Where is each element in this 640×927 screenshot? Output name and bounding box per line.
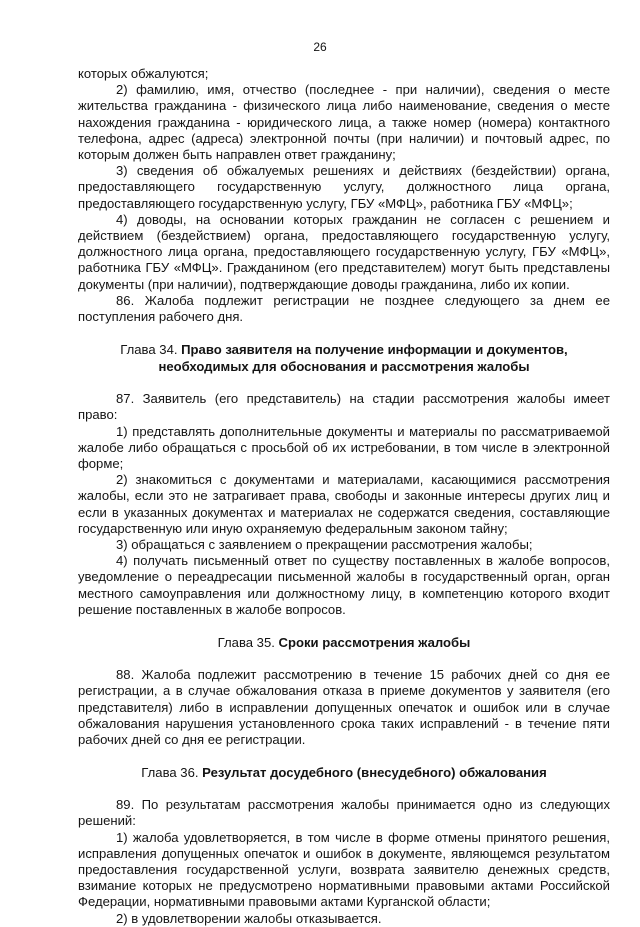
section-88 [78, 667, 610, 748]
page-number: 26 [313, 40, 327, 54]
paragraph: 4) доводы, на основании которых гражданин не согласен с решением и действием (бездействием) органа, предоставляющего государственную услугу, должностного лица органа, предоставляющего государственную услугу, ГБУ «МФЦ», работника ГБУ «МФЦ». Гражданином (его представителем) могут быть представлены документы (при наличии), подтверждающие доводы гражданина, либо их копии. [78, 211, 610, 292]
paragraph: 2) фамилию, имя, отчество (последнее - при наличии), сведения о месте жительства гражданина - физического лица либо наименование, сведения о месте нахождения гражданина - юридического лица, а также номер (номера) контактного телефона, адрес (адреса) электронной почты (при наличии) и почтовый адрес, по которым должен быть направлен ответ гражданину; [78, 82, 610, 163]
chapter-34-prefix: Глава 34. [120, 342, 182, 358]
section-85-continuation [78, 66, 610, 325]
chapter-36-prefix: Глава 36. [141, 765, 203, 781]
chapter-34-heading [78, 341, 610, 375]
paragraph: 89. По результатам рассмотрения жалобы принимается одно из следующих решений: [78, 797, 610, 829]
chapter-35-heading [78, 634, 610, 651]
paragraph: 1) жалоба удовлетворяется, в том числе в форме отмены принятого решения, исправления допущенных опечаток и ошибок в документе, являющемся результатом предоставления государственной услуги, возврата заявителю денежных средств, взимание которых не предусмотрено нормативными правовыми актами Российской Федерации, нормативными правовыми актами Курганской области; [78, 829, 610, 910]
document-body [78, 66, 610, 927]
chapter-36-title: Результат досудебного (внесудебного) обжалования [202, 765, 547, 781]
paragraph: 2) в удовлетворении жалобы отказывается. [116, 910, 382, 926]
paragraph: которых обжалуются; [78, 66, 209, 81]
paragraph: 4) получать письменный ответ по существу поставленных в жалобе вопросов, уведомление о переадресации письменной жалобы в государственный орган, орган местного самоуправления или должностному лицу, в компетенцию которого входит решение поставленных в жалобе вопросов. [78, 553, 610, 617]
paragraph: 3) сведения об обжалуемых решениях и действиях (бездействии) органа, предоставляющего государственную услугу, должностного лица органа, предоставляющего государственную услугу, ГБУ «МФЦ», работника ГБУ «МФЦ»; [78, 163, 610, 211]
paragraph: 86. Жалоба подлежит регистрации не позднее следующего за днем ее поступления рабочего дня. [78, 292, 610, 325]
section-87 [78, 391, 610, 618]
chapter-36-heading [78, 764, 610, 781]
paragraph: 3) обращаться с заявлением о прекращении рассмотрения жалобы; [116, 537, 533, 553]
section-89 [78, 797, 610, 927]
chapter-35-title: Сроки рассмотрения жалобы [278, 635, 471, 651]
paragraph: 2) знакомиться с документами и материалами, касающимися рассмотрения жалобы, если это не затрагивает права, свободы и законные интересы других лиц и если в указанных документах и материалах не содержатся сведения, составляющие государственную или иную охраняемую федеральным законом тайну; [78, 472, 610, 536]
chapter-35-prefix: Глава 35. [217, 635, 279, 651]
paragraph: 1) представлять дополнительные документы и материалы по рассматриваемой жалобе либо обращаться с просьбой об их истребовании, в том числе в электронной форме; [78, 423, 610, 472]
paragraph: 88. Жалоба подлежит рассмотрению в течение 15 рабочих дней со дня ее регистрации, а в случае обжалования отказа в приеме документов у заявителя (его представителя) либо в исправлении допущенных опечаток и ошибок или в случае обжалования нарушения установленного срока таких исправлений - в течение пяти рабочих дней со дня ее регистрации. [78, 667, 610, 747]
paragraph: 87. Заявитель (его представитель) на стадии рассмотрения жалобы имеет право: [78, 391, 610, 423]
chapter-34-title: Право заявителя на получение информации и документов, необходимых для обоснования и рассмотрения жалобы [158, 342, 568, 375]
